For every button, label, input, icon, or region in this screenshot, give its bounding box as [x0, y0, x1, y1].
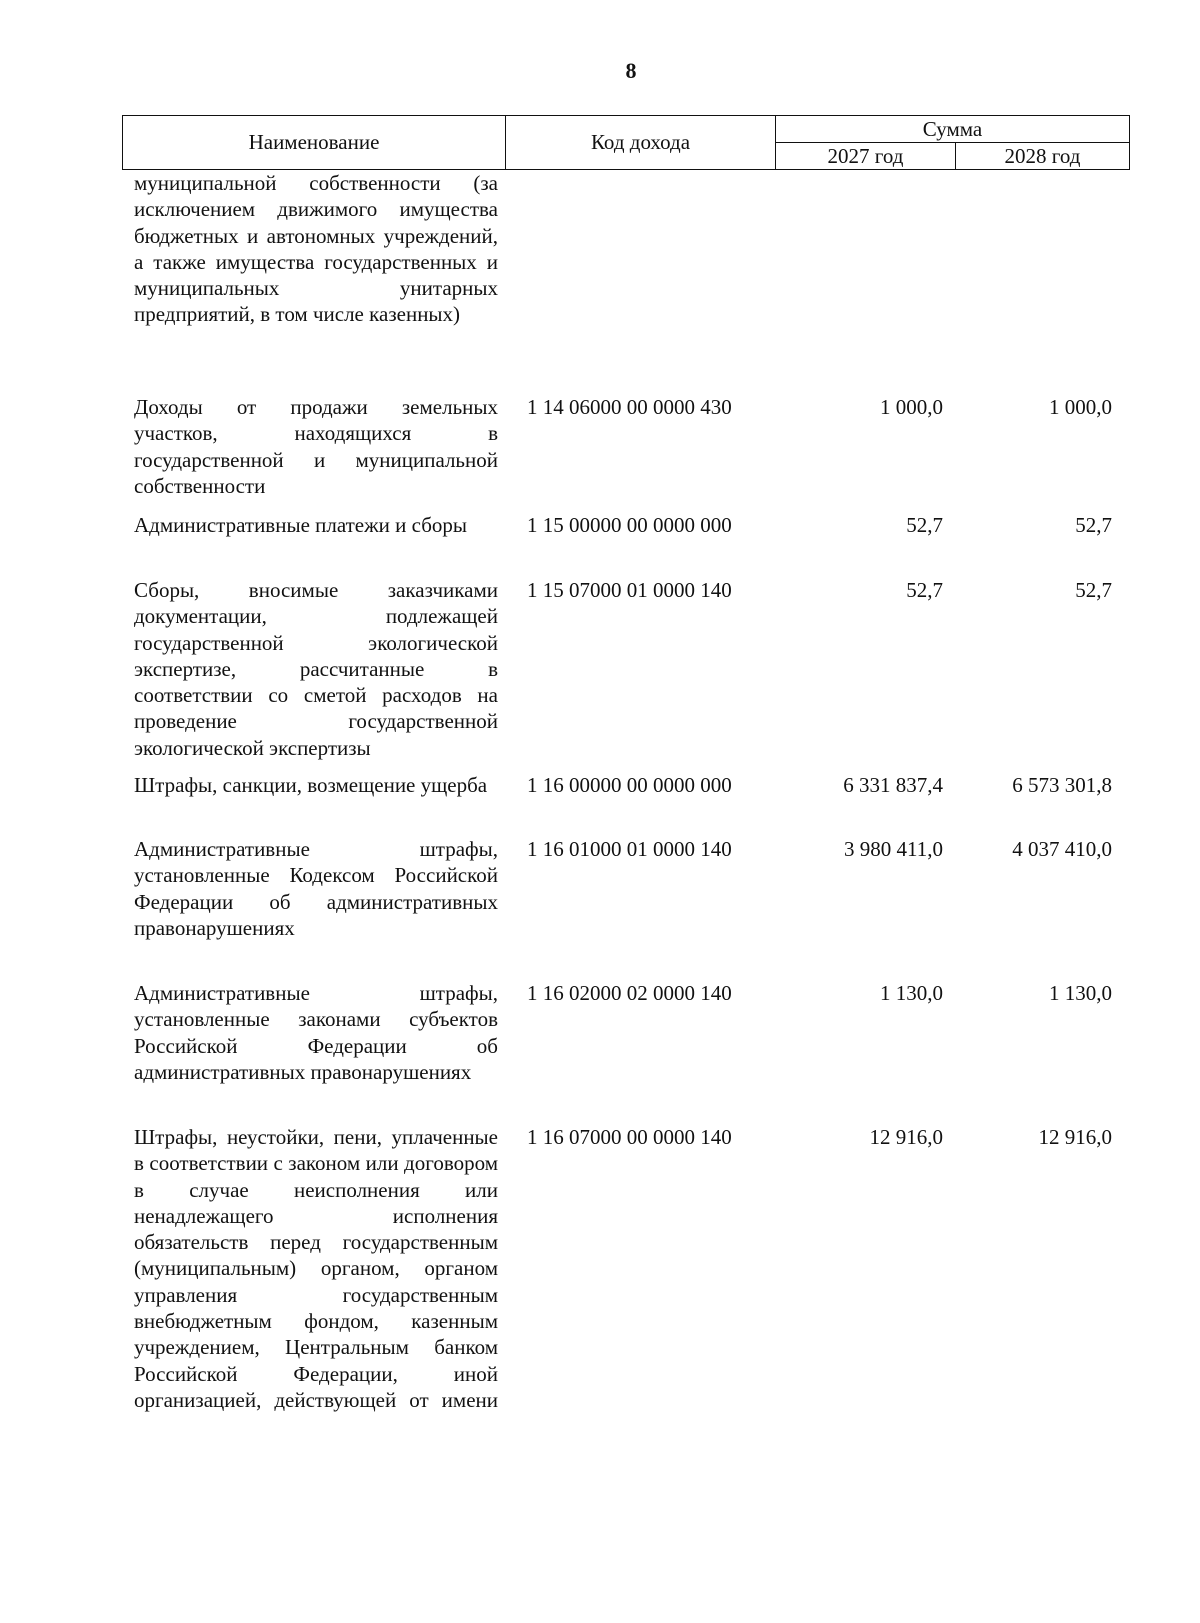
header-year-2028: 2028 год	[1004, 143, 1081, 168]
row-value-2028: 1 000,0	[1049, 395, 1112, 419]
row-name: Штрафы, неустойки, пени, уплаченные в соответствии с законом или договором в случае неисполнения или ненадлежащего исполнения обязательств перед государственным (муниципальным) органом, органом управления государственным внебюджетным фондом, казенным учреждением, Центральным банком Российской Федерации, иной организацией, действующей от имени	[134, 1125, 498, 1412]
header-sum: Сумма	[776, 116, 1129, 143]
row-value-2027: 52,7	[906, 578, 943, 602]
row-code: 1 16 00000 00 0000 000	[527, 773, 732, 797]
row-code: 1 16 02000 02 0000 140	[527, 981, 732, 1005]
row-code: 1 14 06000 00 0000 430	[527, 395, 732, 419]
row-value-2028: 52,7	[1075, 578, 1112, 602]
row-code: 1 16 07000 00 0000 140	[527, 1125, 732, 1149]
row-value-2027: 6 331 837,4	[843, 773, 943, 797]
header-name: Наименование	[123, 116, 506, 169]
row-name: муниципальной собственности (за исключением движимого имущества бюджетных и автономных учреждений, а также имущества государственных и муниципальных унитарных предприятий, в том числе казенных)	[134, 171, 498, 327]
row-value-2027: 3 980 411,0	[844, 837, 943, 861]
row-value-2027: 1 130,0	[880, 981, 943, 1005]
row-name: Доходы от продажи земельных участков, находящихся в государственной и муниципальной собственности	[134, 395, 498, 498]
row-name: Административные платежи и сборы	[134, 513, 467, 537]
row-value-2028: 1 130,0	[1049, 981, 1112, 1005]
row-name: Штрафы, санкции, возмещение ущерба	[134, 773, 488, 797]
row-value-2028: 52,7	[1075, 513, 1112, 537]
row-code: 1 16 01000 01 0000 140	[527, 837, 732, 861]
row-value-2027: 12 916,0	[869, 1125, 943, 1149]
row-name: Сборы, вносимые заказчиками документации, подлежащей государственной экологической экспертизе, рассчитанные в соответствии со сметой расходов на проведение государственной экологической экспертизы	[134, 578, 498, 760]
header-year-2027: 2027 год	[776, 143, 956, 169]
row-name: Административные штрафы, установленные законами субъектов Российской Федерации об административных правонарушениях	[134, 981, 498, 1084]
row-code: 1 15 07000 01 0000 140	[527, 578, 732, 602]
row-name: Административные штрафы, установленные Кодексом Российской Федерации об административных правонарушениях	[134, 837, 498, 940]
page-number: 8	[625, 58, 637, 83]
header-code: Код дохода	[506, 116, 776, 169]
table-header	[122, 115, 1130, 170]
row-code: 1 15 00000 00 0000 000	[527, 513, 732, 537]
row-value-2028: 12 916,0	[1038, 1125, 1112, 1149]
row-value-2027: 1 000,0	[880, 395, 943, 419]
row-value-2027: 52,7	[906, 513, 943, 537]
row-value-2028: 4 037 410,0	[1012, 837, 1112, 861]
row-value-2028: 6 573 301,8	[1012, 773, 1112, 797]
